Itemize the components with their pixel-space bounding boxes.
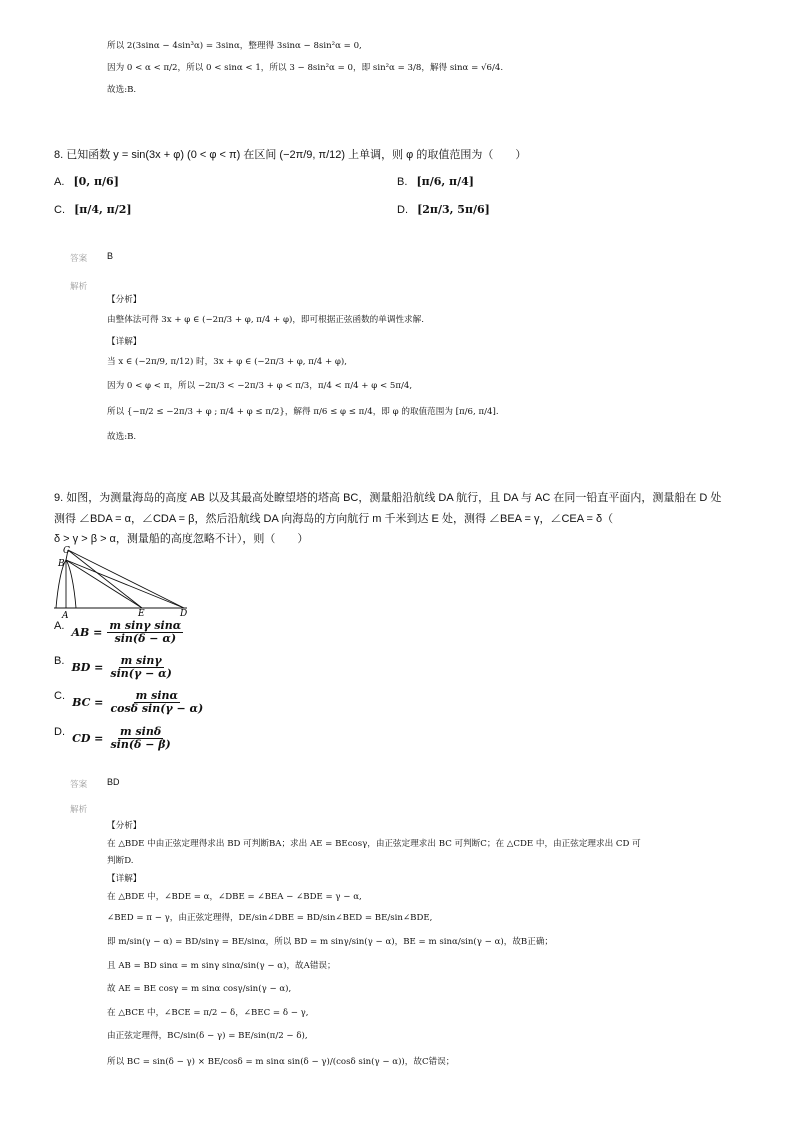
q9-option-b-lhs: BD = [71, 661, 104, 675]
q9-option-b[interactable] [54, 655, 176, 680]
q8-xiangjie-title: 【详解】 [107, 337, 142, 347]
line-BE [66, 560, 142, 608]
q9-option-b-den: sin(γ − α) [110, 667, 172, 681]
q8-answer: B [107, 251, 114, 261]
line-CD [68, 550, 184, 608]
top-line-3: 故选:B. [107, 85, 137, 95]
q9-xiangjie-line-2: ∠BED = π − γ，由正弦定理得，DE/sin∠DBE = BD/sin∠BED = BE/sin∠BDE, [107, 913, 433, 923]
q9-option-a-frac [107, 620, 183, 645]
q9-answer-tag: 答案 [70, 779, 88, 789]
fig-label-b: B [58, 559, 65, 569]
q8-option-d[interactable] [397, 203, 490, 216]
top-line-2: 因为 0 < α < π/2，所以 0 < sinα < 1，所以 3 − 8sin²α = 0，即 sin²α = 3/8，解得 sinα = √6/4. [107, 63, 504, 73]
fig-label-e: E [138, 609, 145, 619]
line-BD [66, 560, 184, 608]
q8-option-a-label: A. [54, 176, 65, 188]
q9-stem-line-2: 测得 ∠BDA = α，∠CDA = β，然后沿航线 DA 向海岛的方向航行 m 千米到达 E 处，测得 ∠BEA = γ，∠CEA = δ（ [54, 513, 614, 525]
q8-xiangjie-line-4: 故选:B. [107, 432, 137, 442]
q9-xiangjie-title: 【详解】 [107, 874, 142, 884]
q9-option-a-label: A. [54, 620, 65, 632]
q9-stem-line-3: δ > γ > β > α，测量船的高度忽略不计），则（ ） [54, 533, 309, 545]
q9-option-b-label: B. [54, 655, 65, 667]
q8-option-a-expr: [0, π/6] [73, 175, 119, 188]
q9-option-c-num: m sinα [135, 689, 178, 702]
q9-option-d-den: sin(δ − β) [110, 738, 171, 752]
top-line-1: 所以 2(3sinα − 4sin³α) = 3sinα，整理得 3sinα − 8sin²α = 0, [107, 41, 362, 51]
q8-option-d-expr: [2π/3, 5π/6] [417, 203, 490, 216]
q9-option-d-lhs: CD = [72, 732, 104, 746]
q9-option-b-frac [108, 655, 173, 680]
q9-xiangjie-line-5: 故 AE = BE cosγ = m sinα cosγ/sin(γ − α), [107, 984, 292, 994]
q9-fenxi-title: 【分析】 [107, 821, 142, 831]
fig-label-c: C [63, 546, 70, 556]
q8-fenxi-text: 由整体法可得 3x + φ ∈ (−2π/3 + φ, π/4 + φ)，即可根据正弦函数的单调性求解. [107, 315, 424, 325]
q9-figure [52, 544, 197, 620]
q9-option-c-label: C. [54, 690, 65, 702]
q9-xiangjie-line-4: 且 AB = BD sinα = m sinγ sinα/sin(γ − α)，故A错误； [107, 961, 336, 971]
q8-option-b[interactable] [397, 175, 474, 188]
q9-option-b-num: m sinγ [120, 654, 162, 667]
q9-xiangjie-line-1: 在 △BDE 中，∠BDE = α，∠DBE = ∠BEA − ∠BDE = γ − α, [107, 892, 362, 902]
q9-option-c[interactable] [54, 690, 207, 715]
q9-xiangjie-line-8: 所以 BC = sin(δ − γ) × BE/cosδ = m sinα sin(δ − γ)/(cosδ sin(γ − α))，故C错误； [107, 1057, 455, 1067]
q9-option-a[interactable] [54, 620, 185, 645]
q8-option-c[interactable] [54, 203, 132, 216]
fig-label-d: D [180, 609, 188, 619]
q9-option-c-frac [108, 690, 205, 715]
q8-xiangjie-line-2: 因为 0 < φ < π，所以 −2π/3 < −2π/3 + φ < π/3，π/4 < π/4 + φ < 5π/4, [107, 381, 413, 391]
q9-option-a-den: sin(δ − α) [114, 632, 177, 646]
q9-option-a-num: m sinγ sinα [109, 619, 182, 632]
q8-answer-tag: 答案 [70, 253, 88, 263]
line-CE [68, 550, 142, 608]
q9-xiangjie-line-6: 在 △BCE 中，∠BCE = π/2 − δ，∠BEC = δ − γ, [107, 1008, 309, 1018]
q9-option-c-den: cosδ sin(γ − α) [110, 702, 204, 716]
q8-xiangjie-line-3: 所以 {−π/2 ≤ −2π/3 + φ ; π/4 + φ ≤ π/2}，解得 π/6 ≤ φ ≤ π/4，即 φ 的取值范围为 [π/6, π/4]. [107, 407, 499, 417]
q9-option-d-frac [108, 726, 172, 751]
q9-option-c-lhs: BC = [72, 696, 104, 710]
q8-stem: 8. 已知函数 y = sin(3x + φ) (0 < φ < π) 在区间 (−2π/9, π/12) 上单调，则 φ 的取值范围为（ ） [54, 149, 527, 161]
q8-option-b-expr: [π/6, π/4] [416, 175, 474, 188]
q8-option-d-label: D. [397, 204, 408, 216]
q9-option-a-lhs: AB = [71, 626, 103, 640]
q8-option-c-expr: [π/4, π/2] [74, 203, 132, 216]
q9-option-d-num: m sinδ [120, 725, 162, 738]
q9-option-d-label: D. [54, 726, 65, 738]
q9-answer: BD [107, 777, 120, 787]
q8-option-b-label: B. [397, 176, 408, 188]
q9-xiangjie-line-3: 即 m/sin(γ − α) = BD/sinγ = BE/sinα，所以 BD = m sinγ/sin(γ − α)，BE = m sinα/sin(γ − α)，故B正确； [107, 937, 554, 947]
q9-option-d[interactable] [54, 726, 175, 751]
q8-analysis-tag: 解析 [70, 281, 88, 291]
q8-fenxi-title: 【分析】 [107, 295, 142, 305]
q9-analysis-tag: 解析 [70, 804, 88, 814]
q8-xiangjie-line-1: 当 x ∈ (−2π/9, π/12) 时，3x + φ ∈ (−2π/3 + φ, π/4 + φ), [107, 357, 348, 367]
q8-option-a[interactable] [54, 175, 119, 188]
q9-fenxi-line-1: 在 △BDE 中由正弦定理得求出 BD 可判断BA；求出 AE = BEcosγ，由正弦定理求出 BC 可判断C；在 △CDE 中，由正弦定理求出 CD 可 [107, 839, 641, 849]
q9-stem-line-1: 9. 如图，为测量海岛的高度 AB 以及其最高处瞭望塔的塔高 BC，测量船沿航线 DA 航行，且 DA 与 AC 在同一铅直平面内，测量船在 D 处 [54, 492, 722, 504]
q8-option-c-label: C. [54, 204, 65, 216]
q9-fenxi-line-2: 判断D. [107, 856, 134, 866]
fig-label-a: A [62, 611, 69, 620]
q9-xiangjie-line-7: 由正弦定理得，BC/sin(δ − γ) = BE/sin(π/2 − δ), [107, 1031, 308, 1041]
